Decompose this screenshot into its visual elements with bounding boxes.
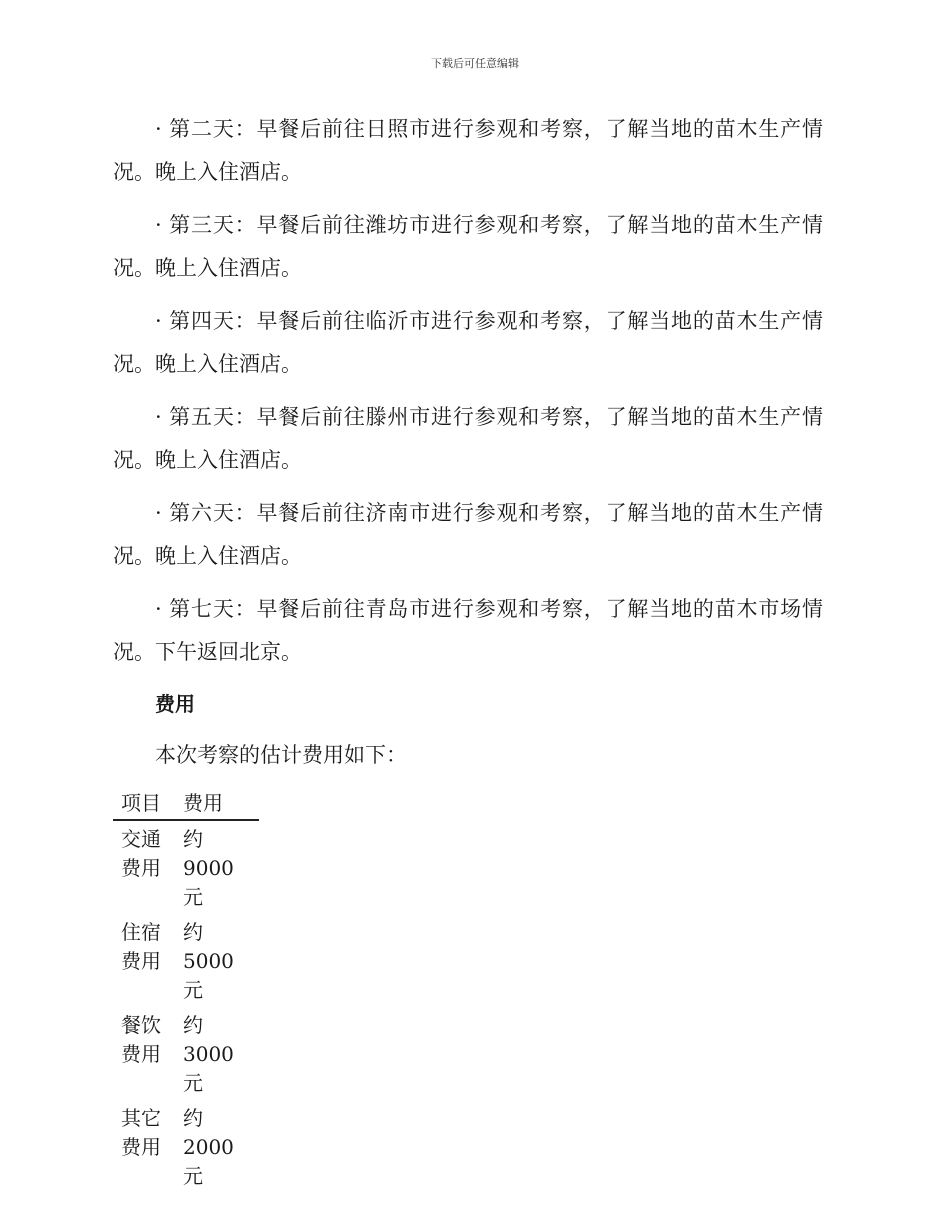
itinerary-day-4: · 第四天：早餐后前往临沂市进行参观和考察，了解当地的苗木生产情况。晚上入住酒店。 xyxy=(113,309,823,376)
table-cell-item: 其它费用 xyxy=(121,1106,161,1159)
table-row xyxy=(113,914,259,1007)
itinerary-day-3: · 第三天：早餐后前往潍坊市进行参观和考察，了解当地的苗木生产情况。晚上入住酒店。 xyxy=(113,213,823,280)
table-row xyxy=(113,1007,259,1100)
itinerary-day-6: · 第六天：早餐后前往济南市进行参观和考察，了解当地的苗木生产情况。晚上入住酒店。 xyxy=(113,501,823,568)
table-cell-fee: 约 2000 元 xyxy=(183,1106,234,1188)
page-header: 下载后可任意编辑 xyxy=(431,57,519,70)
table-cell-item: 住宿费用 xyxy=(121,920,161,973)
table-row xyxy=(113,820,259,914)
itinerary-day-2: · 第二天：早餐后前往日照市进行参观和考察，了解当地的苗木生产情况。晚上入住酒店。 xyxy=(113,117,823,184)
costs-intro: 本次考察的估计费用如下： xyxy=(155,743,407,767)
itinerary-day-7: · 第七天：早餐后前往青岛市进行参观和考察，了解当地的苗木市场情况。下午返回北京。 xyxy=(113,597,823,664)
cost-table xyxy=(113,787,259,1193)
section-title-costs: 费用 xyxy=(155,692,195,716)
table-row xyxy=(113,1100,259,1193)
table-header-row xyxy=(113,787,259,820)
table-cell-item: 餐饮费用 xyxy=(121,1013,161,1066)
table-cell-item: 交通费用 xyxy=(121,827,161,880)
document-body xyxy=(113,108,823,1193)
table-cell-fee: 约 3000 元 xyxy=(183,1013,234,1095)
table-cell-fee: 约 9000 元 xyxy=(183,827,234,909)
column-header-fee: 费用 xyxy=(175,787,259,820)
table-cell-fee: 约 5000 元 xyxy=(183,920,234,1002)
column-header-item: 项目 xyxy=(113,787,175,820)
itinerary-day-5: · 第五天：早餐后前往滕州市进行参观和考察，了解当地的苗木生产情况。晚上入住酒店。 xyxy=(113,405,823,472)
